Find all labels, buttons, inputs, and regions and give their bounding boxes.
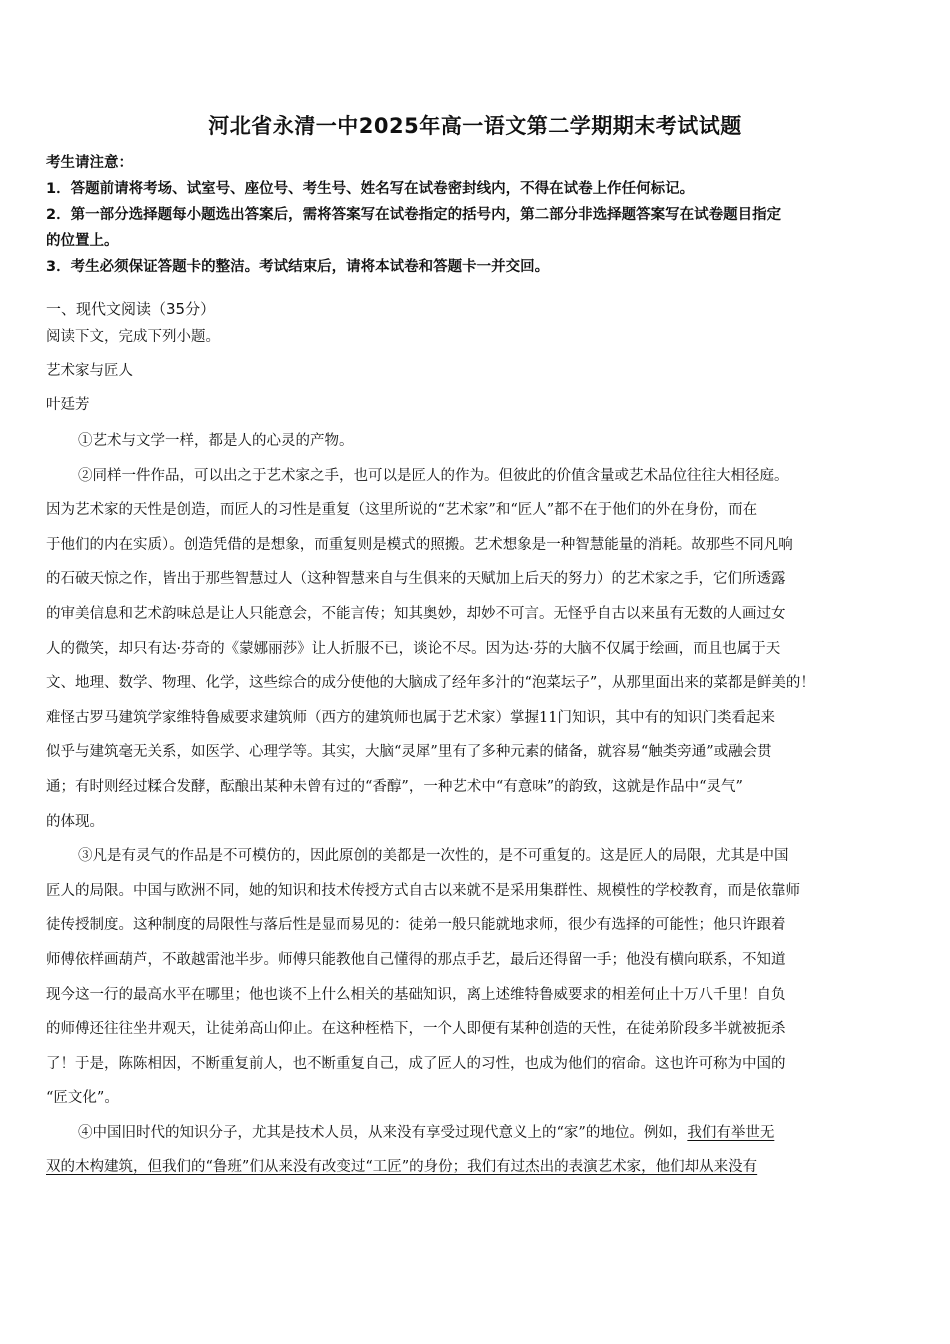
paragraph-line: 的师傅还往往坐井观天，让徒弟高山仰止。在这种桎梏下，一个人即便有某种创造的天性，在徒弟阶段多半就被扼杀 <box>46 1021 786 1038</box>
paragraph-line: 匠人的局限。中国与欧洲不同，她的知识和技术传授方式自古以来就不是采用集群性、规模性的学校教育，而是依靠师 <box>46 882 800 899</box>
underlined-text: 我们有举世无 <box>687 1124 775 1141</box>
paragraph-line: 人的微笑，却只有达·芬奇的《蒙娜丽莎》让人折服不已，谈论不尽。因为达·芬的大脑不仅属于绘画，而且也属于天 <box>46 640 781 657</box>
paragraph-line: 师傅依样画葫芦，不敢越雷池半步。师傅只能教他自己懂得的那点手艺，最后还得留一手；他没有横向联系，不知道 <box>46 951 786 968</box>
paragraph-line: ③凡是有灵气的作品是不可模仿的，因此原创的美都是一次性的，是不可重复的。这是匠人的局限，尤其是中国 <box>78 848 789 865</box>
section-heading: 一、现代文阅读（35分） <box>46 300 216 318</box>
paragraph-line: 的体现。 <box>46 813 104 830</box>
paragraph-line: ②同样一件作品，可以出之于艺术家之手，也可以是匠人的作为。但彼此的价值含量或艺术品位往往大相径庭。 <box>78 467 789 484</box>
notice-item: 2．第一部分选择题每小题选出答案后，需将答案写在试卷指定的括号内，第二部分非选择题答案写在试卷题目指定 <box>46 207 782 223</box>
paragraph-line: “匠文化”。 <box>46 1090 119 1107</box>
paragraph-line: 难怪古罗马建筑学家维特鲁威要求建筑师（西方的建筑师也属于艺术家）掌握11门知识，其中有的知识门类看起来 <box>46 709 775 726</box>
article-body <box>46 424 906 1185</box>
article-title: 艺术家与匠人 <box>46 363 133 379</box>
exam-title: 河北省永清一中2025年高一语文第二学期期末考试试题 <box>208 114 742 138</box>
article-author: 叶廷芳 <box>46 397 90 413</box>
paragraph-line: 因为艺术家的天性是创造，而匠人的习性是重复（这里所说的“艺术家”和“匠人”都不在于他们的外在身份，而在 <box>46 502 758 519</box>
paragraph-line: 的审美信息和艺术韵味总是让人只能意会，不能言传；知其奥妙，却妙不可言。无怪乎自古以来虽有无数的人画过女 <box>46 605 786 622</box>
paragraph-line: 徒传授制度。这种制度的局限性与落后性是显而易见的：徒弟一般只能就地求师，很少有选择的可能性；他只许跟着 <box>46 917 786 934</box>
exam-notice <box>46 150 906 280</box>
notice-item: 1．答题前请将考场、试室号、座位号、考生号、姓名写在试卷密封线内，不得在试卷上作任何标记。 <box>46 181 695 197</box>
paragraph-text: ④中国旧时代的知识分子，尤其是技术人员，从来没有享受过现代意义上的“家”的地位。例如， <box>78 1124 688 1141</box>
paragraph-line: 似乎与建筑毫无关系，如医学、心理学等。其实，大脑“灵犀”里有了多种元素的储备，就容易“触类旁通”或融会贯 <box>46 744 772 761</box>
paragraph-line: 的石破天惊之作，皆出于那些智慧过人（这种智慧来自与生俱来的天赋加上后天的努力）的艺术家之手，它们所透露 <box>46 571 786 588</box>
paragraph-line: 于他们的内在实质）。创造凭借的是想象，而重复则是模式的照搬。艺术想象是一种智慧能量的消耗。故那些不同凡响 <box>46 536 793 553</box>
paragraph-line: 现今这一行的最高水平在哪里；他也谈不上什么相关的基础知识，离上述维特鲁威要求的相差何止十万八千里！自负 <box>46 986 786 1003</box>
paragraph-line: ①艺术与文学一样，都是人的心灵的产物。 <box>78 433 354 449</box>
underlined-line: 双的木构建筑，但我们的“鲁班”们从来没有改变过“工匠”的身份；我们有过杰出的表演艺术家，他们却从来没有 <box>46 1159 758 1176</box>
paragraph-line <box>46 1116 906 1151</box>
paragraph-line: 通；有时则经过糅合发酵，酝酿出某种未曾有过的“香醇”，一种艺术中“有意味”的韵致，这就是作品中“灵气” <box>46 778 743 795</box>
notice-item: 3．考生必须保证答题卡的整洁。考试结束后，请将本试卷和答题卡一并交回。 <box>46 259 550 275</box>
notice-heading: 考生请注意： <box>46 155 133 171</box>
notice-item: 的位置上。 <box>46 233 119 249</box>
paragraph-line: 了！于是，陈陈相因，不断重复前人，也不断重复自己，成了匠人的习性，也成为他们的宿命。这也许可称为中国的 <box>46 1055 786 1072</box>
paragraph-line: 文、地理、数学、物理、化学，这些综合的成分使他的大脑成了经年多汁的“泡菜坛子”，从那里面出来的菜都是鲜美的！ <box>46 675 815 692</box>
reading-instruction: 阅读下文，完成下列小题。 <box>46 329 220 345</box>
